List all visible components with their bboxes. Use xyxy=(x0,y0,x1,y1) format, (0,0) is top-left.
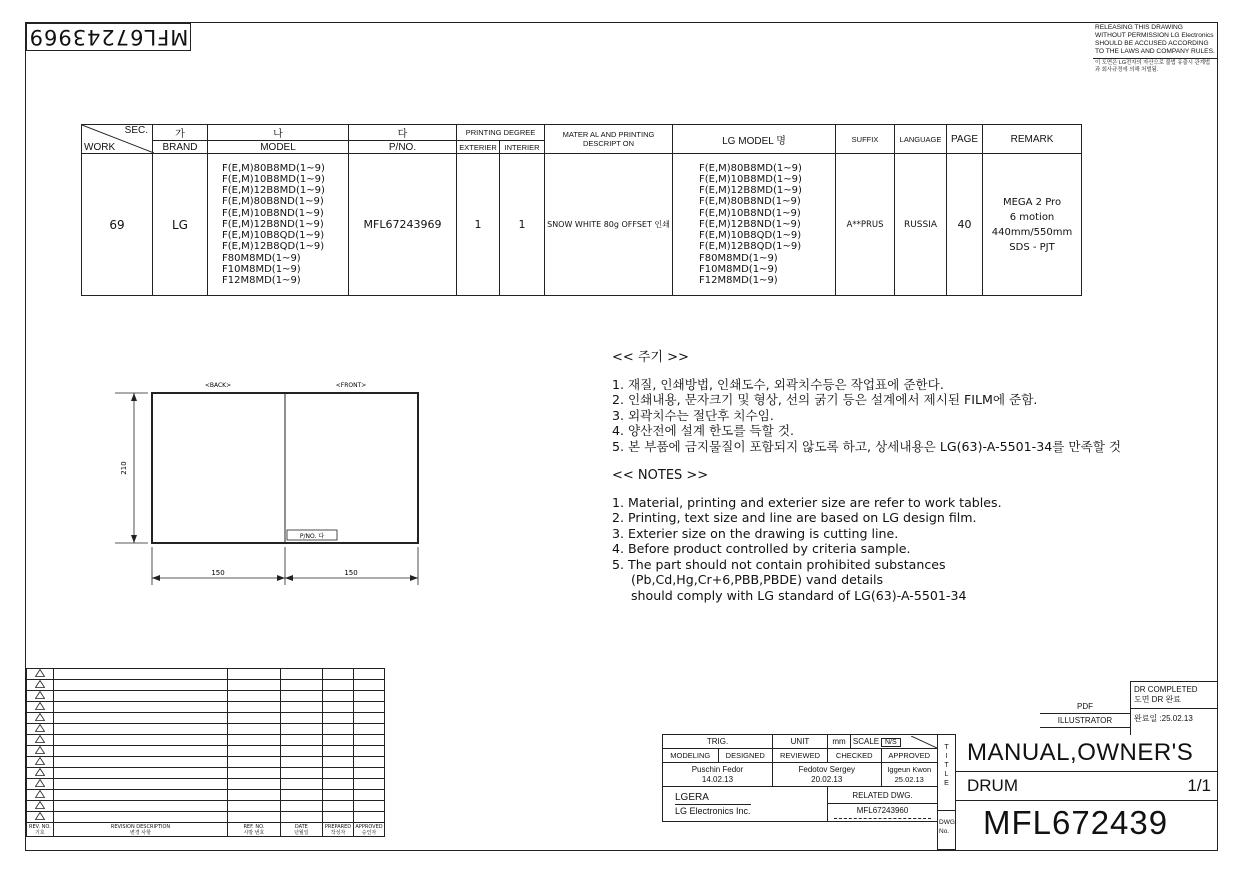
revision-triangle-icon xyxy=(27,713,54,724)
page-header: PAGE xyxy=(947,125,983,154)
revision-row xyxy=(27,702,385,713)
drawing-number: MFL672439 xyxy=(983,804,1169,841)
ref-no-label: REF. NO. xyxy=(243,823,265,830)
lg-model-item: F(E,M)80B8ND(1~9) xyxy=(699,196,801,208)
suffix-value: A**PRUS xyxy=(836,154,895,296)
model-item: F(E,M)12B8ND(1~9) xyxy=(222,218,324,230)
lg-model-item: F80M8MD(1~9) xyxy=(699,252,778,264)
note-en-item: 3. Exterier size on the drawing is cutting line. xyxy=(612,525,899,541)
checker-date: 20.02.13 xyxy=(811,774,843,784)
legal-notice-en: RELEASING THIS DRAWING WITHOUT PERMISSION LG Electronics SHOULD BE ACCUSED ACCORDING TO THE LAWS AND COMPANY RULES. xyxy=(1093,23,1217,59)
note-en-item: 2. Printing, text size and line are based on LG design film. xyxy=(612,510,977,525)
date-label-ko: 년월일 xyxy=(294,829,309,836)
revision-triangle-icon xyxy=(27,790,54,801)
remark-line: MEGA 2 Pro xyxy=(1002,196,1062,208)
lg-model-item: F(E,M)10B8QD(1~9) xyxy=(699,230,802,242)
remark-line: 6 motion xyxy=(1009,211,1055,223)
note-ko-item: 3. 외곽치수는 절단후 치수임. xyxy=(612,407,774,423)
approved-label-ko: 승인자 xyxy=(361,829,377,836)
sheet-number: 1/1 xyxy=(1187,776,1211,795)
dwg-no-label: DWG. No. xyxy=(939,819,957,835)
revision-row xyxy=(27,724,385,735)
mirrored-part-number: MFL67243969 xyxy=(26,23,191,51)
revision-triangle-icon xyxy=(27,779,54,790)
model-item: F(E,M)10B8MD(1~9) xyxy=(222,174,325,186)
material-value: SNOW WHITE 80g OFFSET 인쇄 xyxy=(545,154,673,296)
model-item: F10M8MD(1~9) xyxy=(222,263,301,275)
approved-label-tb: APPROVED xyxy=(881,749,938,763)
approver-date: 25.02.13 xyxy=(894,774,924,784)
illustrator-label: ILLUSTRATOR xyxy=(1040,713,1130,728)
revision-triangle-icon xyxy=(27,669,54,680)
notes-en-title: << NOTES >> xyxy=(612,468,709,483)
table-spacer xyxy=(1082,125,1217,296)
revision-triangle-icon xyxy=(27,724,54,735)
sec-label: SEC. xyxy=(124,125,148,136)
dr-completed-block xyxy=(1130,681,1217,735)
exterior-header: EXTERIER xyxy=(457,141,500,154)
revision-triangle-icon xyxy=(27,801,54,812)
file-format-block xyxy=(1040,698,1130,734)
revision-row xyxy=(27,691,385,702)
model-item: F(E,M)12B8QD(1~9) xyxy=(222,241,325,253)
prepared-label-ko: 작성자 xyxy=(330,829,346,836)
revision-triangle-icon xyxy=(27,812,54,823)
approver-name: Iggeun Kwon xyxy=(887,764,932,774)
lg-model-item: F(E,M)12B8ND(1~9) xyxy=(699,218,801,230)
related-dwg-label: RELATED DWG. xyxy=(828,789,937,804)
sec-work-header xyxy=(82,125,153,154)
notes-en-list xyxy=(612,495,1212,573)
lg-model-item: F(E,M)10B8MD(1~9) xyxy=(699,174,802,186)
trig-label: TRIG. xyxy=(663,735,773,749)
lg-model-header: LG MODEL 명 xyxy=(673,125,836,154)
ga-header: 가 xyxy=(153,125,208,141)
unit-value: mm xyxy=(828,735,851,749)
lg-model-item: F(E,M)80B8MD(1~9) xyxy=(699,162,802,174)
revision-row xyxy=(27,680,385,691)
company-name: LG Electronics Inc. xyxy=(675,805,751,816)
pno-header: P/NO. xyxy=(349,141,457,154)
width-right-dimension: 150 xyxy=(344,569,358,577)
pno-box-label: P/NO. 다 xyxy=(299,533,325,540)
rev-no-label-ko: 기호 xyxy=(35,829,45,836)
revision-description-label: REVISION DESCRIPTION xyxy=(110,823,171,830)
scale-label: SCALE xyxy=(851,735,882,749)
revision-triangle-icon xyxy=(27,680,54,691)
revision-row xyxy=(27,757,385,768)
notes-en-cont1: (Pb,Cd,Hg,Cr+6,PBB,PBDE) vand details xyxy=(631,572,884,587)
reviewed-label: REVIEWED xyxy=(773,749,828,763)
title-area xyxy=(955,734,1217,850)
dr-done-date: 완료일 :25.02.13 xyxy=(1134,714,1193,723)
lg-model-item: F(E,M)12B8QD(1~9) xyxy=(699,241,802,253)
revision-row xyxy=(27,768,385,779)
pno-value: MFL67243969 xyxy=(349,154,457,296)
model-item: F(E,M)80B8MD(1~9) xyxy=(222,162,325,174)
pdf-label: PDF xyxy=(1077,702,1093,711)
note-ko-item: 5. 본 부품에 금지물질이 포함되지 않도록 하고, 상세내용은 LG(63)-A-5501-34를 만족할 것 xyxy=(612,438,1122,454)
notes-ko-title: << 주기 >> xyxy=(612,350,689,365)
revision-table xyxy=(26,668,385,837)
revision-triangle-icon xyxy=(27,702,54,713)
rev-no-label: REV. NO. xyxy=(29,823,51,830)
revision-triangle-icon xyxy=(27,735,54,746)
revision-triangle-icon xyxy=(27,768,54,779)
printing-degree-header: PRINTING DEGREE xyxy=(457,125,545,141)
notes-section xyxy=(612,350,1212,603)
remark-line: 440mm/550mm xyxy=(991,226,1073,238)
ref-no-label-ko: 시방 번호 xyxy=(243,829,265,836)
legal-notice xyxy=(1093,23,1217,75)
suffix-header: SUFFIX xyxy=(836,125,895,154)
note-en-item: 5. The part should not contain prohibited substances xyxy=(612,556,946,572)
revision-triangle-icon xyxy=(27,691,54,702)
printing-layout-diagram xyxy=(100,375,440,590)
designer-name: Puschin Fedor xyxy=(691,764,744,774)
company-code: LGERA xyxy=(675,791,709,803)
approved-label: APPROVED xyxy=(355,823,383,830)
title-vertical-label: T I T L E xyxy=(944,744,949,787)
remark-line: SDS - PJT xyxy=(1009,241,1055,253)
na-header: 나 xyxy=(208,125,349,141)
model-item: F(E,M)10B8QD(1~9) xyxy=(222,230,325,242)
interior-header: INTERIER xyxy=(500,141,545,154)
scale-value xyxy=(881,735,938,749)
note-en-item: 4. Before product controlled by criteria sample. xyxy=(612,541,911,556)
work-value: 69 xyxy=(82,154,153,296)
revision-row xyxy=(27,669,385,680)
checked-label: CHECKED xyxy=(828,749,882,763)
designed-label: DESIGNED xyxy=(718,749,772,763)
checker-name: Fedotov Sergey xyxy=(798,764,855,774)
revision-row xyxy=(27,801,385,812)
width-left-dimension: 150 xyxy=(211,569,225,577)
revision-triangle-icon xyxy=(27,757,54,768)
note-en-item: 1. Material, printing and exterier size are refer to work tables. xyxy=(612,494,1002,510)
designer-date: 14.02.13 xyxy=(701,774,734,784)
revision-triangle-icon xyxy=(27,746,54,757)
exterior-value: 1 xyxy=(457,154,500,296)
legal-notice-ko: 이 도면은 LG전자의 자산으로 불법 유출시 관계법과 회사규정에 의해 처벌됨. xyxy=(1095,60,1211,73)
back-label: <BACK> xyxy=(204,382,232,389)
model-item: F(E,M)80B8ND(1~9) xyxy=(222,196,324,208)
front-label: <FRONT> xyxy=(335,382,367,389)
title-main: MANUAL,OWNER'S xyxy=(955,734,1217,772)
dr-completed-label: DR COMPLETED xyxy=(1134,685,1198,694)
approval-block xyxy=(662,734,938,822)
related-dwg-value: MFL67243960 xyxy=(834,804,931,819)
lg-model-item: F(E,M)12B8MD(1~9) xyxy=(699,185,802,197)
modeling-label: MODELING xyxy=(663,749,719,763)
interior-value: 1 xyxy=(500,154,545,296)
note-ko-item: 2. 인쇄내용, 문자크기 및 형상, 선의 굵기 등은 설계에서 제시된 FILM에 준함. xyxy=(612,392,1038,407)
revision-row xyxy=(27,713,385,724)
dr-ko-label: 도면 DR 완료 xyxy=(1131,694,1217,709)
da-header: 다 xyxy=(349,125,457,141)
revision-row xyxy=(27,746,385,757)
model-list xyxy=(208,154,349,296)
revision-header-row xyxy=(27,823,385,837)
page-value: 40 xyxy=(947,154,983,296)
model-item: F80M8MD(1~9) xyxy=(222,252,301,264)
brand-value: LG xyxy=(153,154,208,296)
height-dimension: 210 xyxy=(120,461,128,475)
scale-diagonal xyxy=(911,736,937,748)
revision-row xyxy=(27,812,385,823)
language-value: RUSSIA xyxy=(895,154,947,296)
revision-row xyxy=(27,735,385,746)
model-header: MODEL xyxy=(208,141,349,154)
model-item: F(E,M)12B8MD(1~9) xyxy=(222,185,325,197)
title-sub: DRUM xyxy=(967,776,1018,795)
work-label: WORK xyxy=(84,142,116,153)
notes-en-cont2: should comply with LG standard of LG(63)-A-5501-34 xyxy=(631,587,967,603)
note-ko-item: 4. 양산전에 설계 한도를 득할 것. xyxy=(612,423,795,438)
revision-description-label-ko: 변경 사항 xyxy=(130,829,151,836)
notes-ko-list xyxy=(612,377,1212,455)
model-item: F12M8MD(1~9) xyxy=(222,274,301,286)
spec-table xyxy=(81,124,1216,296)
revision-row xyxy=(27,779,385,790)
unit-label: UNIT xyxy=(773,735,828,749)
title-label-column xyxy=(937,734,956,850)
lg-model-item: F12M8MD(1~9) xyxy=(699,274,778,286)
lg-model-item: F10M8MD(1~9) xyxy=(699,263,778,275)
date-label: DATE xyxy=(294,823,308,830)
material-header: MATER AL AND PRINTING DESCRIPT ON xyxy=(545,125,673,154)
lg-model-list xyxy=(673,154,836,296)
remark-header: REMARK xyxy=(983,125,1082,154)
revision-row xyxy=(27,790,385,801)
remark-value xyxy=(983,154,1082,296)
lg-model-item: F(E,M)10B8ND(1~9) xyxy=(699,207,801,219)
note-ko-item: 1. 재질, 인쇄방법, 인쇄도수, 외곽치수등은 작업표에 준한다. xyxy=(612,376,944,392)
prepared-label: PREPARED xyxy=(324,823,352,830)
brand-header: BRAND xyxy=(153,141,208,154)
scale-ns: N/S xyxy=(881,738,901,747)
model-item: F(E,M)10B8ND(1~9) xyxy=(222,207,324,219)
language-header: LANGUAGE xyxy=(895,125,947,154)
